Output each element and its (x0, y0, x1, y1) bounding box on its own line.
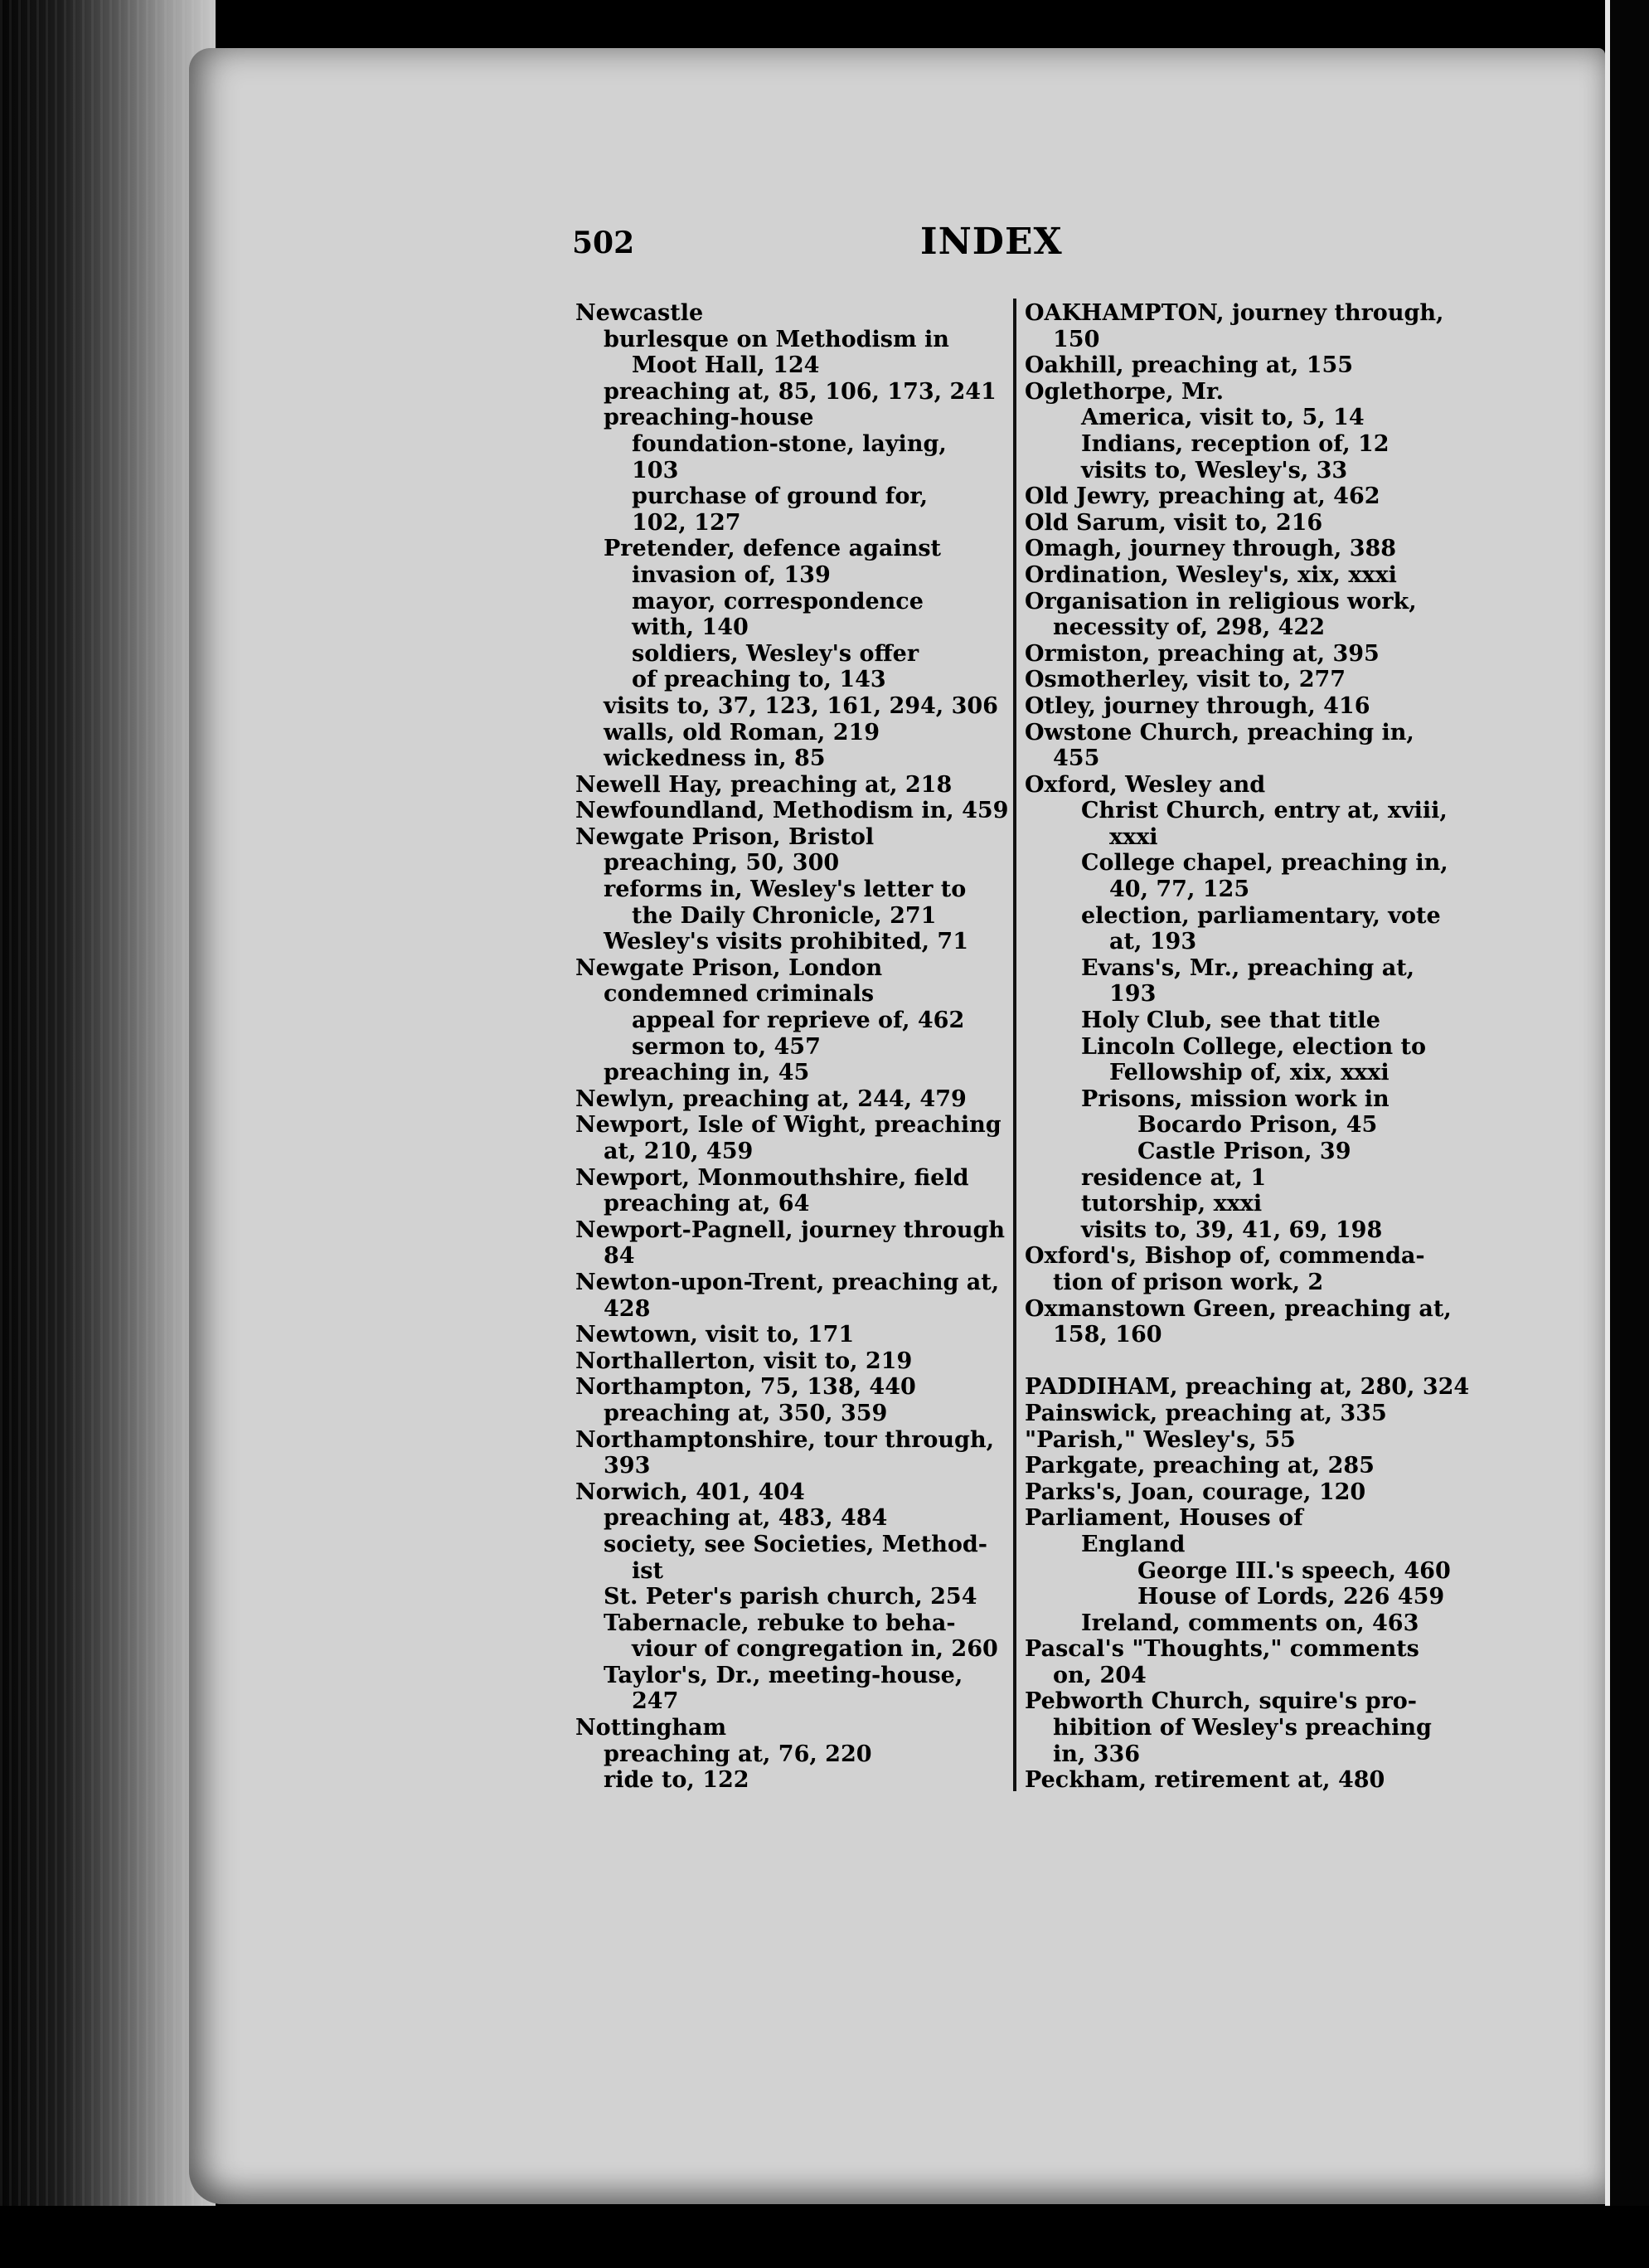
index-entry: 158, 160 (1053, 1322, 1162, 1348)
index-entry: Oxmanstown Green, preaching at, (1025, 1295, 1452, 1322)
index-entry: Christ Church, entry at, xviii, (1081, 798, 1448, 824)
index-entry: Ordination, Wesley's, xix, xxxi (1025, 561, 1397, 588)
index-entry: Organisation in religious work, (1025, 588, 1417, 614)
index-entry: 428 (604, 1295, 651, 1322)
index-entry: Taylor's, Dr., meeting-house, (604, 1662, 963, 1688)
index-entry: tion of prison work, 2 (1053, 1269, 1324, 1295)
index-entry: Pebworth Church, squire's pro- (1025, 1688, 1418, 1715)
index-entry: 103 (632, 457, 679, 483)
index-entry: Oxford, Wesley and (1025, 771, 1266, 798)
index-entry: Parks's, Joan, courage, 120 (1025, 1479, 1366, 1505)
index-entry: Fellowship of, xix, xxxi (1109, 1060, 1390, 1086)
index-entry: Oakhill, preaching at, 155 (1025, 352, 1354, 379)
index-entry: 193 (1109, 981, 1157, 1008)
index-entry: Newton-upon-Trent, preaching at, (575, 1269, 1000, 1295)
index-entry: House of Lords, 226 459 (1137, 1584, 1445, 1610)
index-entry: reforms in, Wesley's letter to (604, 877, 967, 903)
index-entry: PADDIHAM, preaching at, 280, 324 (1025, 1374, 1470, 1401)
index-entry: St. Peter's parish church, 254 (604, 1584, 977, 1610)
index-entry: Wesley's visits prohibited, 71 (604, 929, 969, 955)
index-entry: 102, 127 (632, 509, 741, 536)
index-entry: Tabernacle, rebuke to beha- (604, 1610, 956, 1636)
index-entry: Newfoundland, Methodism in, 459 (575, 798, 1009, 824)
index-entry: foundation-stone, laying, (632, 430, 947, 457)
index-entry: walls, old Roman, 219 (604, 719, 880, 745)
index-entry: 455 (1053, 745, 1100, 772)
index-entry: Moot Hall, 124 (632, 352, 820, 379)
index-entry: 150 (1053, 326, 1100, 352)
index-entry: Lincoln College, election to (1081, 1033, 1426, 1060)
index-entry: Newgate Prison, London (575, 954, 883, 981)
index-entry: preaching at, 64 (604, 1191, 810, 1217)
index-entry: Old Jewry, preaching at, 462 (1025, 483, 1380, 510)
index-entry: Newell Hay, preaching at, 218 (575, 771, 953, 798)
index-entry: hibition of Wesley's preaching (1053, 1715, 1432, 1741)
index-entry: xxxi (1109, 823, 1158, 850)
index-entry: society, see Societies, Method- (604, 1531, 987, 1557)
index-entry: at, 210, 459 (604, 1139, 754, 1164)
index-entry: preaching at, 76, 220 (604, 1741, 872, 1767)
bottom-shadow (0, 2206, 1649, 2268)
index-entry: Parkgate, preaching at, 285 (1025, 1453, 1375, 1479)
index-entry: Parliament, Houses of (1025, 1505, 1303, 1532)
facing-page-edge (1605, 0, 1649, 2268)
index-entry: 84 (604, 1243, 635, 1270)
index-entry: 247 (632, 1688, 679, 1715)
index-entry: preaching at, 483, 484 (604, 1505, 888, 1532)
index-entry: Pascal's "Thoughts," comments (1025, 1636, 1419, 1663)
index-entry: necessity of, 298, 422 (1053, 614, 1325, 641)
running-head: INDEX (920, 221, 1063, 263)
index-entry: preaching at, 350, 359 (604, 1400, 888, 1426)
index-entry: sermon to, 457 (632, 1033, 821, 1060)
index-entry: burlesque on Methodism in (604, 326, 949, 352)
column-divider (1013, 299, 1016, 1791)
index-entry: Holy Club, see that title (1081, 1008, 1380, 1034)
index-entry: Newport, Monmouthshire, field (575, 1164, 969, 1191)
index-entry: 393 (604, 1453, 651, 1479)
index-entry: residence at, 1 (1081, 1164, 1267, 1191)
index-column-left (575, 300, 1009, 1794)
index-entry: Omagh, journey through, 388 (1025, 536, 1397, 562)
index-entry: Ormiston, preaching at, 395 (1025, 640, 1380, 667)
index-entry: condemned criminals (604, 981, 875, 1008)
index-entry: Northamptonshire, tour through, (575, 1426, 994, 1453)
index-entry: Castle Prison, 39 (1137, 1139, 1351, 1164)
index-entry: Ireland, comments on, 463 (1081, 1610, 1419, 1636)
index-entry: preaching at, 85, 106, 173, 241 (604, 378, 997, 405)
index-entry: ist (632, 1557, 663, 1584)
index-column-right (1025, 300, 1470, 1794)
index-entry: viour of congregation in, 260 (632, 1636, 998, 1663)
index-entry: purchase of ground for, (632, 483, 929, 510)
index-entry: Peckham, retirement at, 480 (1025, 1767, 1385, 1794)
index-entry: on, 204 (1053, 1662, 1147, 1688)
index-entry: Owstone Church, preaching in, (1025, 719, 1414, 745)
index-entry: 40, 77, 125 (1109, 877, 1250, 903)
index-entry: Oglethorpe, Mr. (1025, 378, 1225, 405)
index-entry (1025, 1348, 1456, 1375)
index-entry: preaching-house (604, 405, 814, 431)
index-entry: of preaching to, 143 (632, 667, 886, 693)
index-entry: Newport, Isle of Wight, preaching (575, 1112, 1002, 1139)
index-entry: preaching in, 45 (604, 1060, 810, 1086)
index-entry: visits to, Wesley's, 33 (1081, 457, 1348, 483)
index-entry: the Daily Chronicle, 271 (632, 902, 937, 929)
index-entry: Nottingham (575, 1715, 727, 1741)
index-entry: Newlyn, preaching at, 244, 479 (575, 1085, 967, 1112)
index-entry: tutorship, xxxi (1081, 1191, 1263, 1217)
index-entry: Bocardo Prison, 45 (1137, 1112, 1378, 1139)
index-entry: Painswick, preaching at, 335 (1025, 1400, 1387, 1426)
index-entry: England (1081, 1531, 1186, 1557)
index-entry: Pretender, defence against (604, 536, 942, 562)
page-number: 502 (572, 226, 635, 260)
index-entry: OAKHAMPTON, journey through, (1025, 300, 1444, 326)
index-entry: Old Sarum, visit to, 216 (1025, 509, 1323, 536)
index-entry: visits to, 39, 41, 69, 198 (1081, 1217, 1383, 1243)
index-entry: preaching, 50, 300 (604, 850, 840, 877)
index-entry: Prisons, mission work in (1081, 1085, 1390, 1112)
index-entry: appeal for reprieve of, 462 (632, 1008, 965, 1034)
index-entry: ride to, 122 (604, 1767, 749, 1794)
index-entry: Newgate Prison, Bristol (575, 823, 875, 850)
index-entry: Osmotherley, visit to, 277 (1025, 667, 1346, 693)
index-entry: America, visit to, 5, 14 (1081, 405, 1365, 431)
index-entry: visits to, 37, 123, 161, 294, 306 (604, 692, 998, 719)
index-entry: election, parliamentary, vote (1081, 902, 1441, 929)
index-entry: in, 336 (1053, 1741, 1141, 1767)
page-header (572, 221, 1063, 275)
index-entry: invasion of, 139 (632, 561, 831, 588)
index-entry: Newcastle (575, 300, 704, 326)
index-entry: with, 140 (632, 614, 749, 641)
index-entry: at, 193 (1109, 929, 1197, 955)
index-entry: Norwich, 401, 404 (575, 1479, 805, 1505)
index-entry: Otley, journey through, 416 (1025, 692, 1370, 719)
book-spine (0, 0, 216, 2268)
index-entry: George III.'s speech, 460 (1137, 1557, 1451, 1584)
index-entry: "Parish," Wesley's, 55 (1025, 1426, 1296, 1453)
index-entry: mayor, correspondence (632, 588, 924, 614)
index-entry: soldiers, Wesley's offer (632, 640, 919, 667)
index-entry: Newtown, visit to, 171 (575, 1322, 855, 1348)
index-entry: wickedness in, 85 (604, 745, 826, 772)
index-entry: Indians, reception of, 12 (1081, 430, 1390, 457)
index-entry: Evans's, Mr., preaching at, (1081, 954, 1415, 981)
index-entry: Oxford's, Bishop of, commenda- (1025, 1243, 1425, 1270)
index-entry: Northampton, 75, 138, 440 (575, 1374, 916, 1401)
index-entry: College chapel, preaching in, (1081, 850, 1448, 877)
index-entry: Northallerton, visit to, 219 (575, 1348, 913, 1374)
index-entry: Newport-Pagnell, journey through (575, 1217, 1005, 1243)
